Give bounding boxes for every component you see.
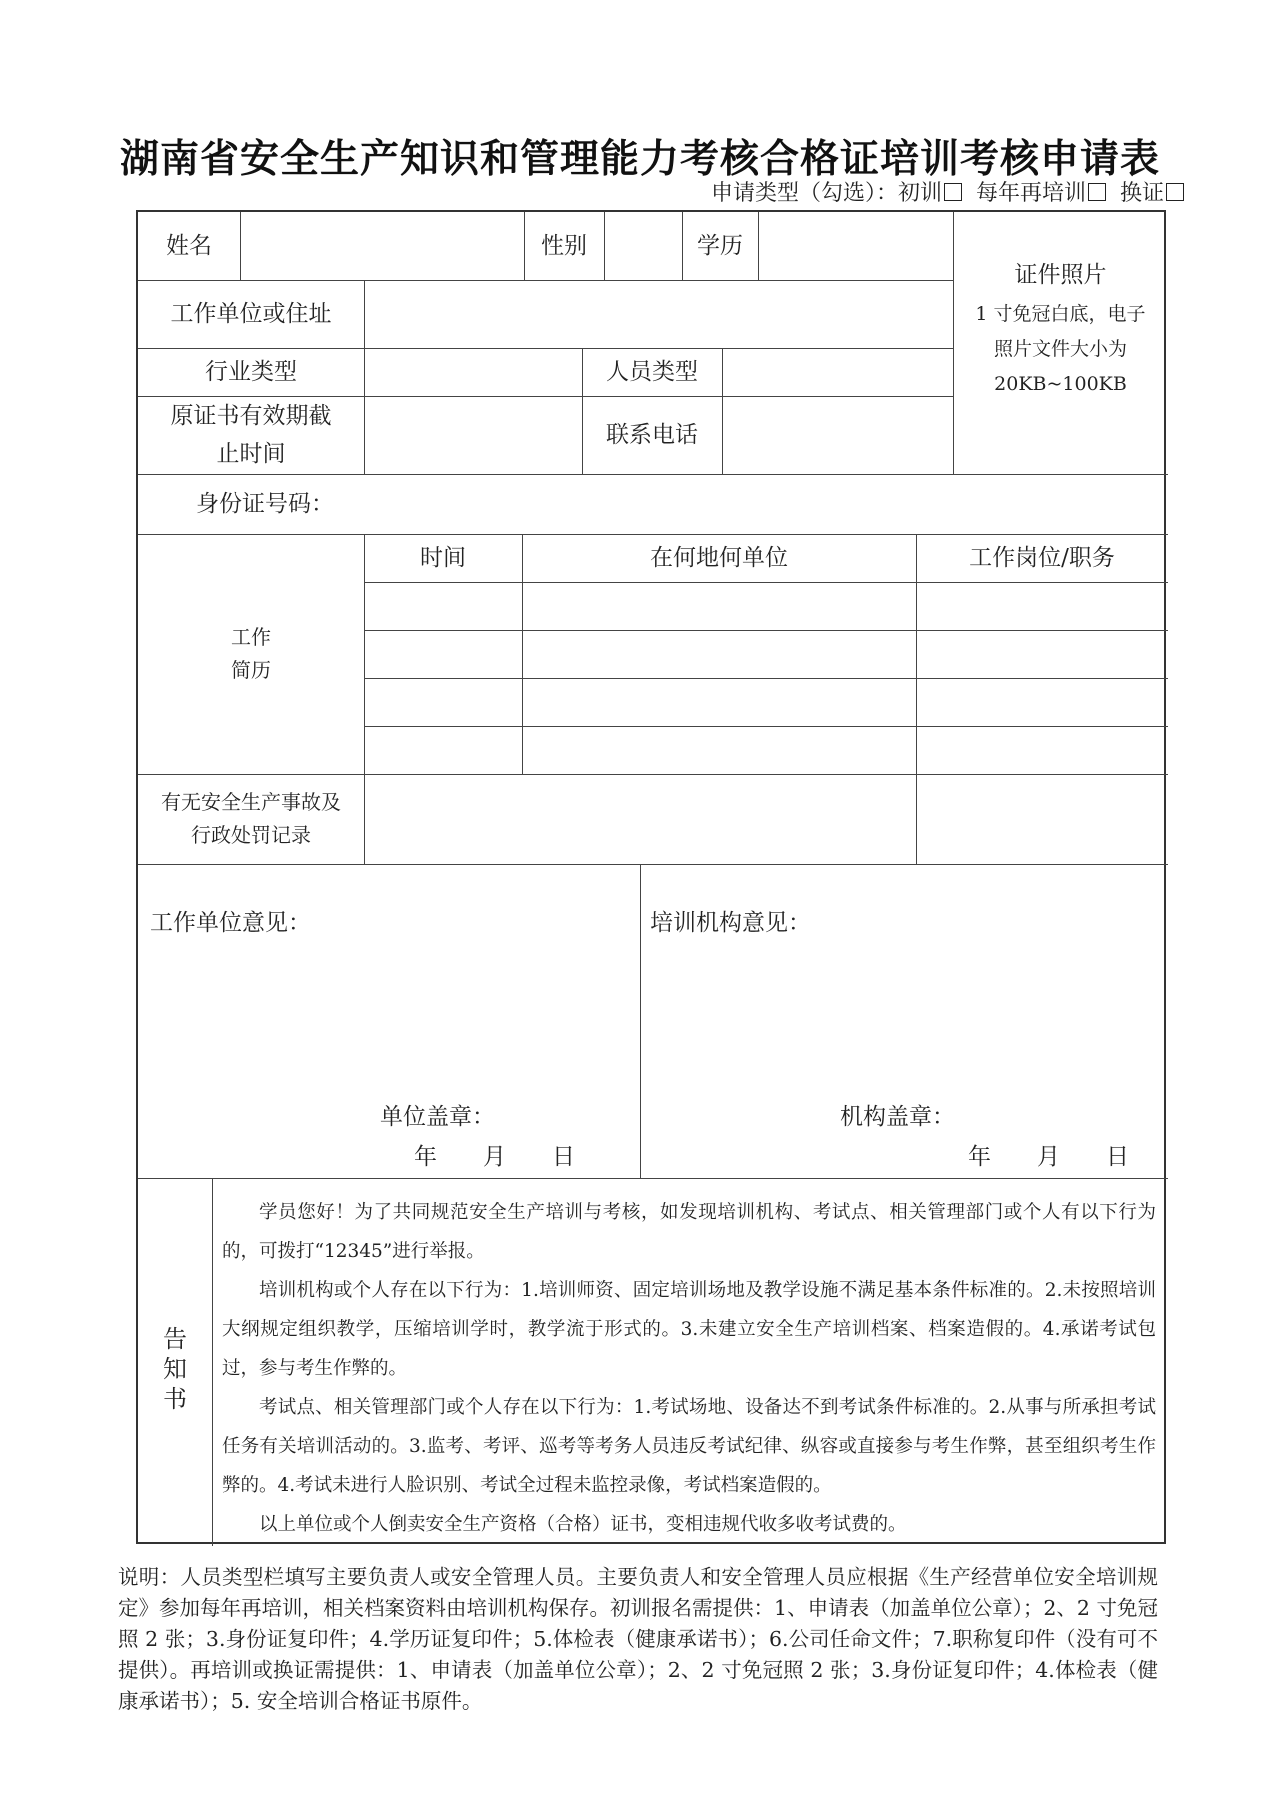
trainer-opinion-label: 培训机构意见： <box>650 910 811 936</box>
divider <box>138 864 1168 865</box>
label-gender: 性别 <box>541 233 587 259</box>
resume-header-time: 时间 <box>420 545 466 571</box>
notice-paragraph: 学员您好！为了共同规范安全生产培训与考核，如发现培训机构、考试点、相关管理部门或个人有以下行为的，可拨打“12345”进行举报。 <box>222 1202 1156 1262</box>
divider <box>640 864 641 1178</box>
resume-header-place: 在何地何单位 <box>650 545 788 571</box>
option-certificate-renewal[interactable]: 换证 <box>1120 181 1184 206</box>
employer-opinion-label: 工作单位意见： <box>150 910 311 936</box>
notice-paragraph: 考试点、相关管理部门或个人存在以下行为：1.考试场地、设备达不到考试条件标准的。2.从事与所承担考试任务有关培训活动的。3.监考、考评、巡考等考务人员违反考试纪律、纵容或直接参与考生作弊，甚至组织考生作弊的。4.考试未进行人脸识别、考试全过程未监控录像，考试档案造假的。 <box>222 1397 1156 1496</box>
label-id-number: 身份证号码： <box>196 491 334 517</box>
resume-label-line1: 工作 <box>231 625 271 649</box>
resume-row-4[interactable] <box>364 726 1168 774</box>
option-annual-retraining[interactable]: 每年再培训 <box>976 181 1106 206</box>
checkbox[interactable] <box>944 183 962 201</box>
trainer-date: 年 月 日 <box>968 1144 1129 1170</box>
personnel-type-field[interactable] <box>722 348 953 396</box>
employer-stamp-label: 单位盖章： <box>380 1104 495 1130</box>
cert-expiry-line2: 止时间 <box>216 441 286 467</box>
notes: 说明：人员类型栏填写主要负责人或安全管理人员。主要负责人和安全管理人员应根据《生产经营单位安全培训规定》参加每年再培训，相关档案资料由培训机构保存。初训报名需提供：1、申请表（加盖单位公章）；2、2 寸免冠照 2 张；3.身份证复印件；4.学历证复印件；5.体检表（健康承诺书）；6.公司任命文件；7.职称复印件（没有可不提供）。再培训或换证需提供：1、申请表（加盖单位公章）；2、2 寸免冠照 2 张；3.身份证复印件；4.体检表（健康承诺书）；5. 安全培训合格证书原件。 <box>118 1565 1158 1713</box>
label-cert-expiry <box>138 396 364 474</box>
checkbox[interactable] <box>1166 183 1184 201</box>
accident-label-line2: 行政处罚记录 <box>191 823 311 847</box>
notice-side-label: 告 知 书 <box>163 1325 187 1413</box>
resume-row-3[interactable] <box>364 678 1168 726</box>
resume-label-line2: 简历 <box>231 658 271 682</box>
checkbox[interactable] <box>1088 183 1106 201</box>
divider <box>212 1178 213 1546</box>
name-field[interactable] <box>240 212 524 280</box>
photo-note-line2: 照片文件大小为 <box>993 337 1127 360</box>
notice-paragraph: 以上单位或个人倒卖安全生产资格（合格）证书，变相违规代收多收考试费的。 <box>259 1514 907 1535</box>
divider <box>138 1178 1168 1179</box>
accident-label <box>138 774 364 864</box>
photo-title: 证件照片 <box>1014 261 1107 288</box>
gender-field[interactable] <box>604 212 682 280</box>
notice-paragraph: 培训机构或个人存在以下行为：1.培训师资、固定培训场地及教学设施不满足基本条件标准的。2.未按照培训大纲规定组织教学，压缩培训学时，教学流于形式的。3.未建立安全生产培训档案、档案造假的。4.承诺考试包过，参与考生作弊的。 <box>222 1280 1156 1379</box>
accident-label-line1: 有无安全生产事故及 <box>161 790 341 814</box>
cert-expiry-line1: 原证书有效期截 <box>170 403 332 429</box>
application-type-label: 申请类型（勾选）： <box>710 181 898 206</box>
trainer-stamp-label: 机构盖章： <box>840 1104 955 1130</box>
resume-label <box>138 534 364 774</box>
education-field[interactable] <box>758 212 953 280</box>
resume-row-2[interactable] <box>364 630 1168 678</box>
resume-row-1[interactable] <box>364 582 1168 630</box>
form-title: 湖南省安全生产知识和管理能力考核合格证培训考核申请表 <box>119 137 1160 182</box>
label-name: 姓名 <box>166 233 212 259</box>
photo-note-line1: 1 寸免冠白底，电子 <box>975 302 1146 325</box>
photo-box[interactable] <box>953 212 1168 442</box>
cert-expiry-field[interactable] <box>364 396 582 474</box>
resume-header-position: 工作岗位/职务 <box>969 545 1115 571</box>
label-phone: 联系电话 <box>606 422 698 448</box>
accident-field[interactable] <box>364 774 1168 864</box>
label-personnel-type: 人员类型 <box>606 359 698 385</box>
notice-text <box>222 1193 1156 1544</box>
label-industry-type: 行业类型 <box>205 359 297 385</box>
application-type <box>711 176 1184 207</box>
option-initial-training[interactable]: 初训 <box>898 181 962 206</box>
photo-note-line3: 20KB~100KB <box>994 372 1127 395</box>
label-education: 学历 <box>697 233 743 259</box>
id-number-field[interactable] <box>368 474 1166 534</box>
label-employer-address: 工作单位或住址 <box>170 301 332 327</box>
phone-field[interactable] <box>722 396 953 474</box>
employer-address-field[interactable] <box>364 280 953 348</box>
employer-date: 年 月 日 <box>414 1144 575 1170</box>
industry-type-field[interactable] <box>364 348 582 396</box>
